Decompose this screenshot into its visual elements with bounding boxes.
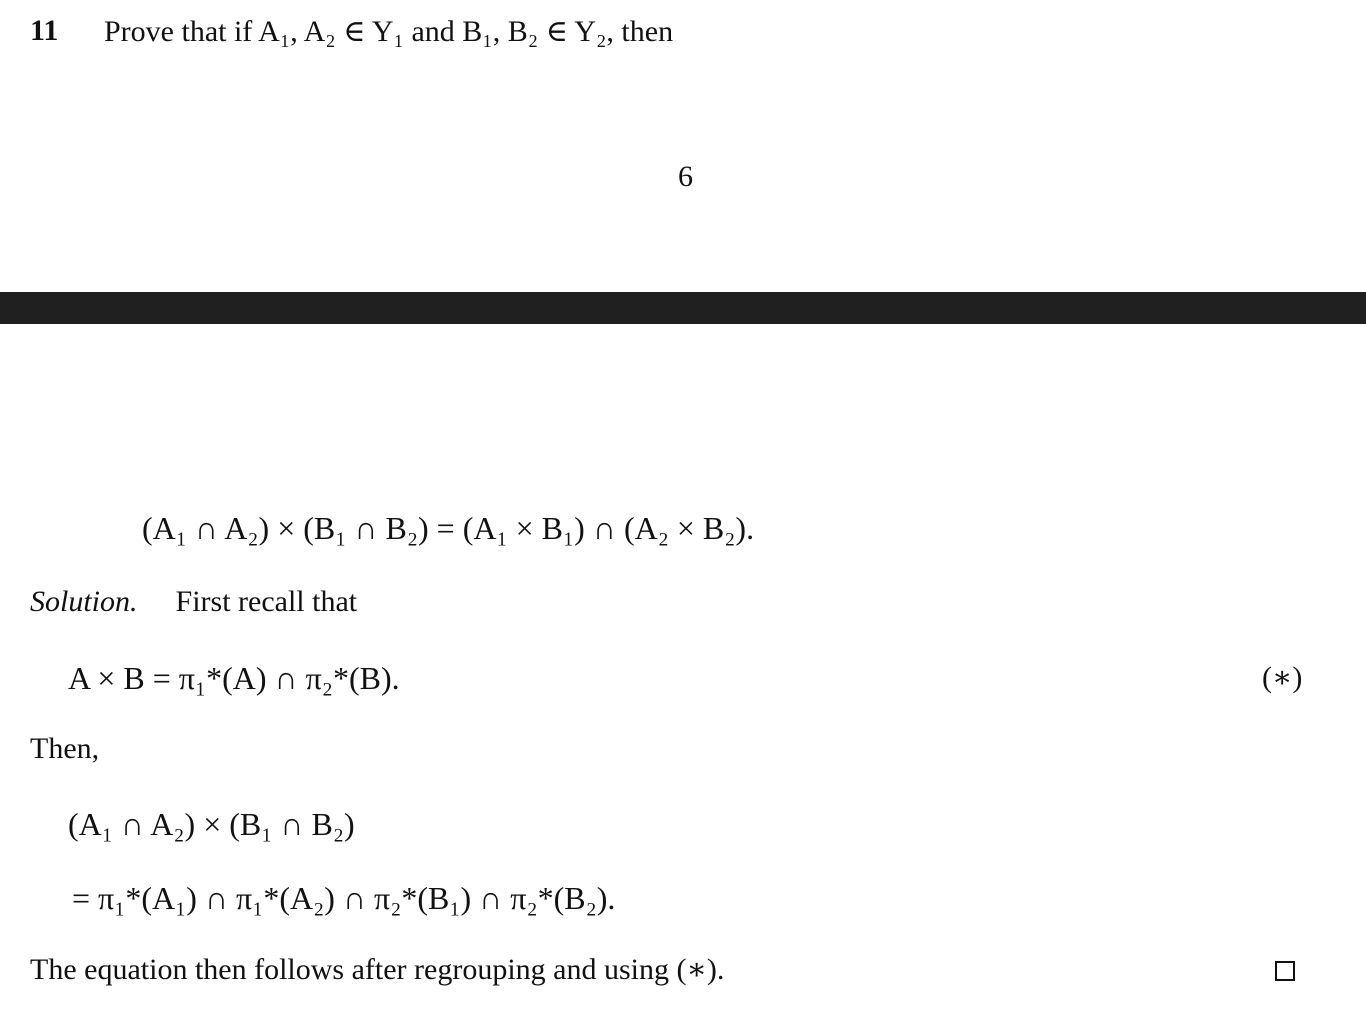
then-text: Then, [30,732,100,765]
recall-equation: A × B = π₁*(A) ∩ π₂*(B). [68,660,400,696]
derivation-line-2: = π₁*(A₁) ∩ π₁*(A₂) ∩ π₂*(B₁) ∩ π₂*(B₂). [72,880,616,916]
equation-tag: (∗) [1262,661,1303,694]
problem-number: 11 [30,14,59,47]
solution-intro [30,585,357,619]
page-number: 6 [678,160,693,193]
display-equation: (A₁ ∩ A₂) × (B₁ ∩ B₂) = (A₁ × B₁) ∩ (A₂ × B₂). [142,510,755,546]
solution-label: Solution. [30,585,138,618]
conclusion-text: The equation then follows after regrouping and using (∗). [30,953,725,986]
page-divider [0,292,1366,324]
qed-square-icon [1275,961,1295,981]
problem-statement: Prove that if A₁, A₂ ∈ Y₁ and B₁, B₂ ∈ Y₂, then [104,15,674,48]
solution-intro-text: First recall that [175,585,358,618]
derivation-line-1: (A₁ ∩ A₂) × (B₁ ∩ B₂) [68,806,355,842]
